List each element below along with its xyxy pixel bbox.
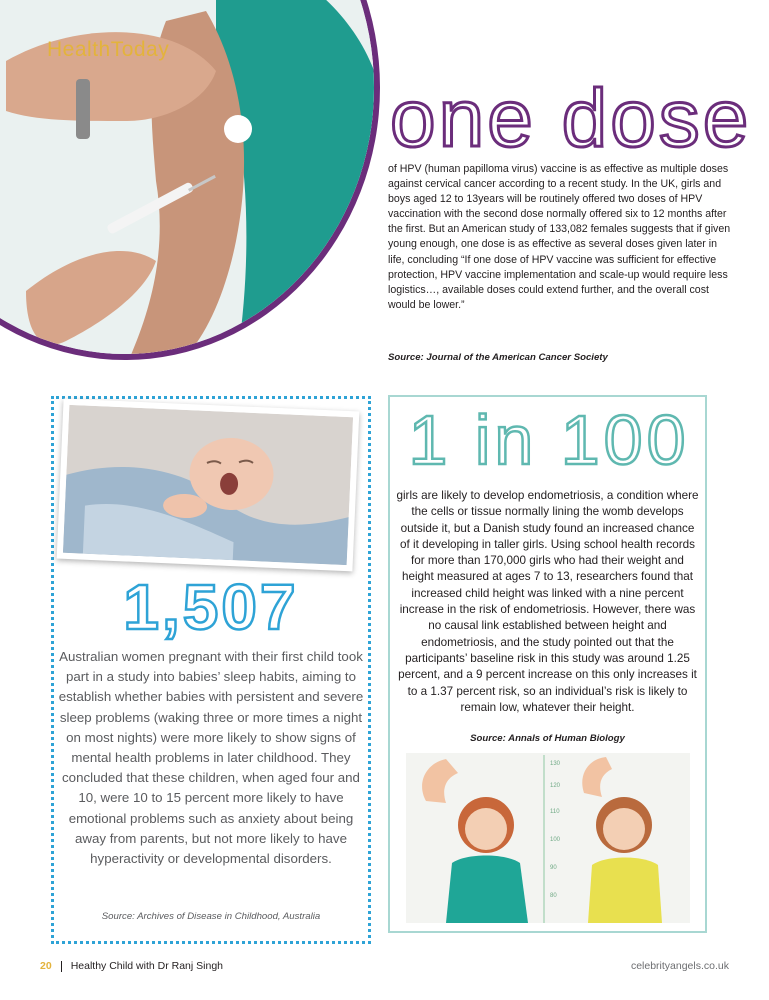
girls-height-photo xyxy=(406,753,690,923)
footer-section-title: Healthy Child with Dr Ranj Singh xyxy=(70,960,224,972)
girls-height-illustration xyxy=(406,753,690,923)
ruler-mark: 100 xyxy=(550,837,561,843)
ruler-mark: 80 xyxy=(550,893,557,899)
section-tag: HealthToday xyxy=(47,38,170,61)
girl-right-shirt xyxy=(588,858,662,924)
article-1507-source: Source: Archives of Disease in Childhood, Australia xyxy=(101,911,321,922)
page-number: 20 xyxy=(40,960,52,972)
article-1-in-100-source: Source: Annals of Human Biology xyxy=(470,733,625,744)
ruler-mark: 130 xyxy=(550,761,561,767)
girl-left-face xyxy=(465,808,507,850)
article-one-dose-body: of HPV (human papilloma virus) vaccine is as effective as multiple doses against cervical cancer according to a recent study. In the UK, girls and boys aged 12 to 13years will be routinely offered two doses of HPV vaccination with the second dose normally offered six to 12 months after the first. But an American study of 133,082 females suggests that if given young enough, one dose is as effective as several doses given later in life, concluding “If one dose of HPV vaccine was sufficient for effective protection, HPV vaccine implementation and scale-up would require less logistics…, available doses could extend further, and the overall cost would be lower.” xyxy=(388,163,731,311)
girl-right-face xyxy=(603,808,645,850)
article-1507-body: Australian women pregnant with their first child took part in a study into babies’ sleep habits, aiming to establish whether babies with persistent and severe sleep problems (waking three or more times a night on most nights) were more likely to show signs of mental health problems in later childhood. They concluded that these children, when aged four and 10, were 10 to 15 percent more likely to have emotional problems such as anxiety about being away from parents, but not more likely to have hyperactivity or developmental disorders. xyxy=(58,649,364,867)
wrist-watch xyxy=(76,79,90,139)
headline-one-dose: one dose xyxy=(390,73,752,164)
headline-1507: 1,507 xyxy=(123,571,299,643)
girl-left-shirt xyxy=(446,856,528,924)
cotton-pad xyxy=(224,115,252,143)
ruler-mark: 120 xyxy=(550,783,561,789)
baby-illustration xyxy=(63,405,353,565)
footer-left xyxy=(40,960,223,972)
article-1-in-100-body: girls are likely to develop endometriosis, a condition where the cells or tissue normally lining the womb develops outside it, but a Danish study found an increased chance of it developing in taller girls. Using school health records for more than 170,000 girls who had their weight and height measured at ages 7 to 13, researchers found that increased child height was linked with a nine percent increase in the risk of endometriosis. However, there was no causal link established between height and endometriosis, and the study pointed out that the participants’ baseline risk in this study was around 1.25 percent, and a 9 percent increase on this only increases it to a 1.37 percent risk, so an individual’s risk is likely to remain low, whatever their height. xyxy=(396,489,699,714)
footer-website[interactable]: celebrityangels.co.uk xyxy=(630,960,729,972)
headline-1-in-100: 1 in 100 xyxy=(408,401,690,479)
footer-divider xyxy=(61,961,62,972)
yawning-baby-photo xyxy=(57,399,360,572)
ruler-mark: 110 xyxy=(550,809,560,815)
article-one-dose-source: Source: Journal of the American Cancer Society xyxy=(388,352,608,363)
ruler-mark: 90 xyxy=(550,865,557,871)
